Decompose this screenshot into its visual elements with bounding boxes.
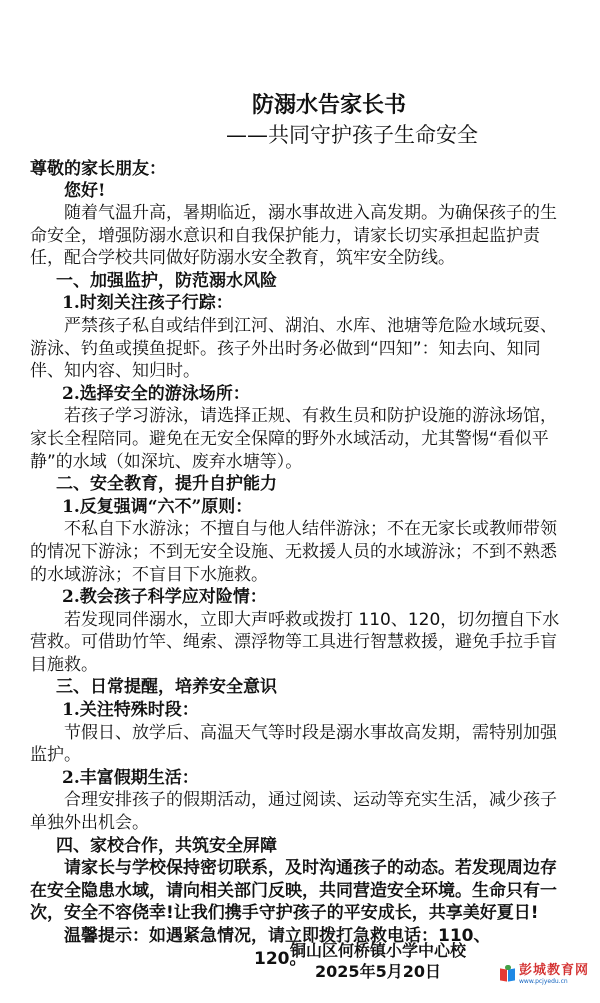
section-2-sub-2-text: 若发现同伴溺水，立即大声呼救或拨打 110、120，切勿擅自下水营救。可借助竹竿、绳索、漂浮物等工具进行智慧救援，避免手拉手盲目施救。: [30, 609, 560, 675]
warm-tip-line-1: 温馨提示：如遇紧急情况，请立即拨打急救电话：110、: [64, 926, 491, 946]
section-4-heading: 四、家校合作，共筑安全屏障: [56, 835, 277, 856]
salutation: 尊敬的家长朋友：: [30, 159, 166, 179]
signature-date: 2025年5月20日: [315, 962, 441, 981]
section-4-text: 请家长与学校保持密切联系，及时沟通孩子的动态。若发现周边存在安全隐患水域，请向相关部门反映，共同营造安全环境。生命只有一次，安全不容侥幸!让我们携手守护孩子的平安成长，共享美好夏日!: [30, 858, 557, 924]
watermark-url: www.pcjyedu.cn: [519, 977, 568, 985]
watermark-brand: 彭城教育网: [519, 962, 590, 978]
section-3-sub-2-text: 合理安排孩子的假期活动，通过阅读、运动等充实生活，减少孩子单独外出机会。: [30, 790, 557, 834]
section-2-sub-1-text: 不私自下水游泳；不擅自与他人结伴游泳；不在无家长或教师带领的情况下游泳；不到无安全设施、无救援人员的水域游泳；不到不熟悉的水域游泳；不盲目下水施救。: [30, 519, 557, 585]
section-1-sub-2-heading: 2.选择安全的游泳场所：: [62, 383, 250, 404]
open-book-logo-icon: [500, 965, 516, 983]
section-3-sub-1-text: 节假日、放学后、高温天气等时段是溺水事故高发期，需特别加强监护。: [30, 722, 557, 766]
section-2-sub-1-heading: 1.反复强调“六不”原则：: [62, 496, 253, 517]
section-1-heading: 一、加强监护，防范溺水风险: [56, 270, 277, 291]
watermark-text: [519, 964, 589, 985]
signature-organization: 铜山区何桥镇小学中心校: [289, 941, 466, 960]
letter-subtitle: ——共同守护孩子生命安全: [226, 123, 478, 147]
section-1-sub-1-heading: 1.时刻关注孩子行踪：: [62, 293, 233, 314]
section-1-sub-2-text: 若孩子学习游泳，请选择正规、有救生员和防护设施的游泳场馆，家长全程陪同。避免在无安全保障的野外水域活动，尤其警惕“看似平静”的水域（如深坑、废弃水塘等）。: [30, 406, 557, 472]
greeting: 您好!: [64, 181, 106, 201]
section-3-sub-1-heading: 1.关注特殊时段：: [62, 700, 199, 721]
warm-tip-line-2: 120。: [254, 948, 307, 969]
section-2-heading: 二、安全教育，提升自护能力: [56, 474, 277, 495]
section-3-sub-2-heading: 2.丰富假期生活：: [62, 767, 199, 788]
site-watermark: [500, 959, 594, 989]
section-2-sub-2-heading: 2.教会孩子科学应对险情：: [62, 587, 267, 608]
intro-paragraph: 随着气温升高，暑期临近，溺水事故进入高发期。为确保孩子的生命安全，增强防溺水意识和自我保护能力，请家长切实承担起监护责任，配合学校共同做好防溺水安全教育，筑牢安全防线。: [30, 203, 557, 269]
signature-block: [268, 940, 488, 982]
letter-title: 防溺水告家长书: [251, 92, 406, 118]
section-3-heading: 三、日常提醒，培养安全意识: [56, 677, 277, 698]
section-1-sub-1-text: 严禁孩子私自或结伴到江河、湖泊、水库、池塘等危险水域玩耍、游泳、钓鱼或摸鱼捉虾。孩子外出时务必做到“四知”：知去向、知同伴、知内容、知归时。: [30, 315, 557, 382]
